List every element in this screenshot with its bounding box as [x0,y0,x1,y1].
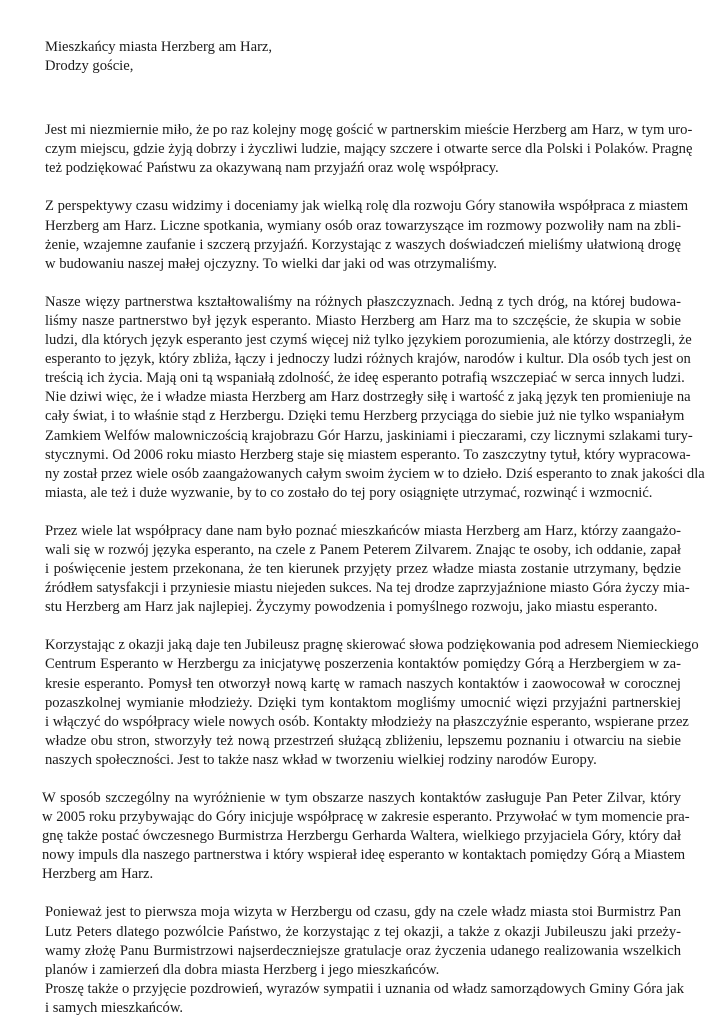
text-line: i samych mieszkańców. [45,999,184,1016]
text-line: w 2005 roku przybywając do Góry inicjuje współpracę w zakresie esperanto. Przywołać w tym momencie pra- [42,809,690,826]
salutation-line: Drodzy goście, [45,58,134,75]
text-line: nowy impuls dla naszego partnerstwa i który wspierał ideę esperanto w kontaktach pomiędzy Górą a Miastem [42,847,686,864]
text-line: żenie, wzajemne zaufanie i szczerą przyjaźń. Korzystając z waszych doświadczeń mieliśmy ułatwioną drogę [45,236,681,253]
paragraph-3 [45,293,705,503]
letter-body [42,121,705,1018]
text-line: Herzberg am Harz. Liczne spotkania, wymiany osób oraz towarzyszące im rozmowy pozwoliły nam na zbli- [45,217,681,234]
paragraph-5 [45,636,699,770]
text-line: miasta, ale też i duże wyzwanie, by to co zostało do tej pory osiągnięte utrzymać, rozwinąć i wzmocnić. [45,484,653,501]
paragraph-6 [42,789,690,884]
text-line: Ponieważ jest to pierwsza moja wizyta w Herzbergu od czasu, gdy na czele władz miasta stoi Burmistrz Pan [45,904,681,921]
text-line: wamy złożę Panu Burmistrzowi najserdeczniejsze gratulacje oraz życzenia udanego realizowania wszelkich [45,942,681,959]
salutation [45,38,681,76]
text-line: wali się w rozwój języka esperanto, na czele z Panem Peterem Zilvarem. Znając te osoby, ich oddanie, zapał [45,541,681,558]
text-line: ludzi, dla których język esperanto jest czymś więcej niż tylko językiem porozumienia, ale którzy dostrzegli, że [45,332,692,349]
text-line: Proszę także o przyjęcie pozdrowień, wyrazów sympatii i uznania od władz samorządowych Gminy Góra jak [45,980,685,997]
paragraph-7 [45,903,685,1018]
text-line: ny został przez wiele osób zaangażowanych całym swoim życiem w to dzieło. Dziś esperanto to znak jakości dla [45,465,705,482]
text-line: Zamkiem Welfów malowniczością krajobrazu Gór Harzu, jaskiniami i pieczarami, czy licznymi szlakami tury- [45,427,693,444]
text-line: pozaszkolnej wymianie młodzieży. Dzięki tym kontaktom mogliśmy umocnić więzi przyjaźni partnerskiej [45,694,681,711]
text-line: Centrum Esperanto w Herzbergu za inicjatywę poszerzenia kontaktów pomiędzy Górą a Herzbergiem w za- [45,656,681,673]
text-line: Lutz Peters dlatego pozwólcie Państwo, że korzystając z tej okazji, a także z okazji Jubileuszu jaki przeży- [45,923,681,940]
text-line: kresie esperanto. Pomysł ten otworzył nową kartę w ramach naszych kontaktów i zaowocował w corocznej [45,675,681,692]
text-line: stu Herzberg am Harz jak najlepiej. Życzymy powodzenia i pomyślnego rozwoju, jako miastu esperanto. [45,599,658,616]
text-line: Herzberg am Harz. [42,866,154,883]
text-line: naszych społeczności. Jest to także nasz wkład w tworzeniu wielkiej rodziny narodów Europy. [45,751,597,768]
text-line: W sposób szczególny na wyróżnienie w tym obszarze naszych kontaktów zasługuje Pan Peter Zilvar, który [42,790,681,806]
text-line: liśmy nasze partnerstwo był język esperanto. Miasto Herzberg am Harz ma to szczęście, że skupia w sobie [45,312,681,329]
text-line: esperanto to język, który zbliża, łączy i jednoczy ludzi różnych krajów, narodów i kultur. Dla osób tych jest on [45,351,691,368]
text-line: Nie dziwi więc, że i władze miasta Herzberg am Harz dostrzegły siłę i wartość z jaką język ten promieniuje na [45,389,691,406]
text-line: gnę także postać ówczesnego Burmistrza Herzbergu Gerharda Waltera, wielkiego przyjaciela Góry, który dał [42,828,681,845]
text-line: Z perspektywy czasu widzimy i doceniamy jak wielką rolę dla rozwoju Góry stanowiła współpraca z miastem [45,198,689,215]
text-line: Korzystając z okazji jaką daje ten Jubileusz pragnę skierować słowa podziękowania pod adresem Niemieckiego [45,637,699,654]
text-line: i włączyć do współpracy wiele nowych osób. Kontakty młodzieży na płaszczyźnie esperanto, wspierane przez [45,713,689,730]
text-line: i poświęcenie jestem przekonana, że ten kierunek przyjęty przez władze miasta zostanie utrzymany, będzie [45,561,681,578]
text-line: czym miejscu, gdzie żyją dobrzy i życzliwi ludzie, mający szczere i otwarte serce dla Polski i Polaków. Pragnę [45,141,693,158]
text-line: w budowaniu naszej małej ojczyzny. To wielki dar jaki od was otrzymaliśmy. [45,255,497,272]
text-line: cały świat, i to właśnie stąd z Herzbergu. Dzięki temu Herzberg przyciąga do siebie już nie tylko wspaniałym [45,408,685,425]
text-line: Przez wiele lat współpracy dane nam było poznać mieszkańców miasta Herzberg am Harz, którzy zaangażo- [45,522,681,539]
salutation-line: Mieszkańcy miasta Herzberg am Harz, [45,39,273,55]
text-line: władze obu stron, stworzyły też nową przestrzeń służącą zbliżeniu, lepszemu poznaniu i otwarciu na siebie [45,732,681,749]
text-line: stycznymi. Od 2006 roku miasto Herzberg staje się miastem esperanto. To zaszczytny tytuł, który wypracowa- [45,446,691,463]
text-line: Jest mi niezmiernie miło, że po raz kolejny mogę gościć w partnerskim mieście Herzberg am Harz, w tym uro- [45,122,693,139]
paragraph-1 [45,121,693,178]
paragraph-4 [45,522,690,617]
text-line: Nasze więzy partnerstwa kształtowaliśmy na różnych płaszczyznach. Jedną z tych dróg, na której budowa- [45,293,681,310]
text-line: też podziękować Państwu za okazywaną nam przyjaźń oraz wolę współpracy. [45,160,499,177]
paragraph-2 [45,197,689,273]
text-line: źródłem satysfakcji i przyniesie miastu niejeden sukces. Na tej drodze zaprzyjaźnione miasto Góra życzy mia- [45,580,690,597]
letter-page [42,38,705,1018]
text-line: treścią ich życia. Mają oni tą wspaniałą zdolność, że ideę esperanto potrafią wszczepiać w serca innych ludzi. [45,370,685,387]
text-line: planów i zamierzeń dla dobra miasta Herzberg i jego mieszkańców. [45,961,440,978]
